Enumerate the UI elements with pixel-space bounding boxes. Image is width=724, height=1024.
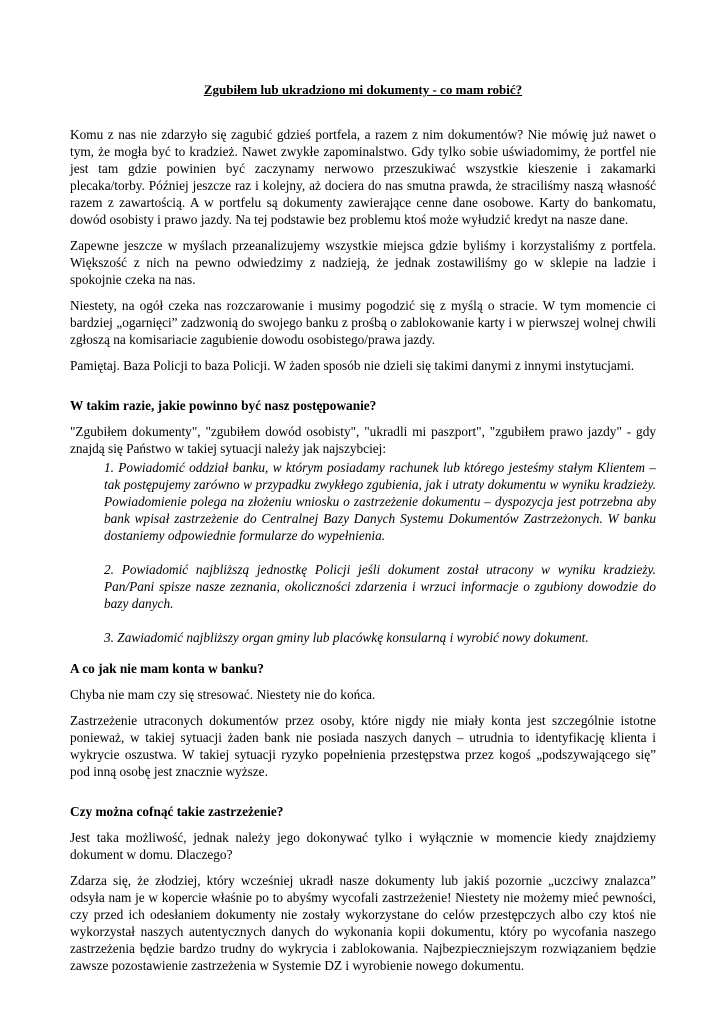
step-item-3: 3. Zawiadomić najbliższy organ gminy lub placówkę konsularną i wyrobić nowy dokument.: [104, 630, 589, 645]
no-bank-paragraph-2: Zastrzeżenie utraconych dokumentów przez osoby, które nigdy nie miały konta jest szczególnie istotne ponieważ, w takiej sytuacji żaden bank nie posiada naszych danych – utrudnia to identyfikację klienta i wykrycie oszustwa. W takiej sytuacji ryzyko popełnienia przestępstwa przez kogoś „podszywającego się” pod inną osobę jest znacznie wyższe.: [70, 713, 656, 779]
section-heading-no-bank-account: A co jak nie mam konta w banku?: [70, 661, 264, 676]
spacer: [70, 383, 656, 397]
spacer: [70, 789, 656, 803]
document-page: [70, 82, 656, 983]
intro-paragraph-4: Pamiętaj. Baza Policji to baza Policji. W żaden sposób nie dzieli się takimi danymi z innymi instytucjami.: [70, 358, 635, 373]
intro-paragraph-3: Niestety, na ogół czeka nas rozczarowanie i musimy pogodzić się z myślą o stracie. W tym momencie ci bardziej „ogarnięci” zadzwonią do swojego banku z prośbą o zablokowanie karty i w pierwszej wolnej chwili zgłoszą na komisariacie zagubienie dowodu osobistego/prawa jazdy.: [70, 298, 656, 347]
section-heading-revoke: Czy można cofnąć takie zastrzeżenie?: [70, 804, 284, 819]
revoke-paragraph-2: Zdarza się, że złodziej, który wcześniej ukradł nasze dokumenty lub jakiś pozornie „uczciwy znalazca” odsyła nam je w kopercie właśnie po to abyśmy wycofali zastrzeżenie! Niestety nie możemy mieć pewności, czy przed ich odesłaniem dokumenty nie zostały wykorzystane do celów przestępczych albo czy ktoś nie wykorzystał naszych autentycznych danych do wykonania kopii dokumentu, który po wycofania naszego zastrzeżenia będzie bardzo trudny do wykrycia i zablokowania. Najbezpieczniejszym rozwiązaniem będzie zawsze pozostawienie zastrzeżenia w Systemie DZ i wyrobienie nowego dokumentu.: [70, 873, 656, 973]
revoke-paragraph-1: Jest taka możliwość, jednak należy jego dokonywać tylko i wyłącznie w momencie kiedy znajdziemy dokument w domu. Dlaczego?: [70, 830, 656, 862]
document-title: Zgubiłem lub ukradziono mi dokumenty - co mam robić?: [203, 82, 523, 97]
section-heading-procedure: W takim razie, jakie powinno być nasz postępowanie?: [70, 398, 377, 413]
step-item-2: 2. Powiadomić najbliższą jednostkę Policji jeśli dokument został utracony w wyniku kradzieży. Pan/Pani spisze nasze zeznania, okoliczności zdarzenia i wrzuci informacje o zgubiony dowodzie do bazy danych.: [104, 562, 656, 611]
no-bank-paragraph-1: Chyba nie mam czy się stresować. Niestety nie do końca.: [70, 687, 376, 702]
steps-list: [70, 459, 656, 646]
intro-paragraph-2: Zapewne jeszcze w myślach przeanalizujemy wszystkie miejsca gdzie byliśmy i korzystaliśmy z portfela. Większość z nich na pewno odwiedzimy z nadzieją, że jednak zostawiliśmy go w sklepie na ladzie i spokojnie czeka na nas.: [70, 238, 656, 287]
intro-paragraph-1: Komu z nas nie zdarzyło się zagubić gdzieś portfela, a razem z nim dokumentów? Nie mówię już nawet o tym, że mogła być to kradzież. Nawet zwykłe zapominalstwo. Gdy tylko sobie uświadomimy, że portfel nie jest tam gdzie powinien być zaczynamy nerwowo przeszukiwać wszystkie kieszenie i zakamarki plecaka/torby. Później jeszcze raz i kolejny, aż dociera do nas smutna prawda, że straciliśmy naszą własność razem z zawartością. A w portfelu są dokumenty zawierające cenne dane osobowe. Karty do bankomatu, dowód osobisty i prawo jazdy. Na tej podstawie bez problemu ktoś może wyłudzić kredyt na nasze dane.: [70, 127, 656, 227]
step-item-1: 1. Powiadomić oddział banku, w którym posiadamy rachunek lub którego jesteśmy stałym Klientem – tak postępujemy zarówno w przypadku zwykłego zgubienia, jak i utraty dokumentu w wyniku kradzieży. Powiadomienie polega na złożeniu wniosku o zastrzeżenie dokumentu – dyspozycja jest potrzebna aby bank wpisał zastrzeżenie do Centralnej Bazy Danych Systemu Dokumentów Zastrzeżonych. W banku dostaniemy odpowiednie formularze do wypełnienia.: [104, 460, 656, 543]
section-lead: "Zgubiłem dokumenty", "zgubiłem dowód osobisty", "ukradli mi paszport", "zgubiłem prawo jazdy" - gdy znajdą się Państwo w takiej sytuacji należy jak najszybciej:: [70, 424, 656, 456]
